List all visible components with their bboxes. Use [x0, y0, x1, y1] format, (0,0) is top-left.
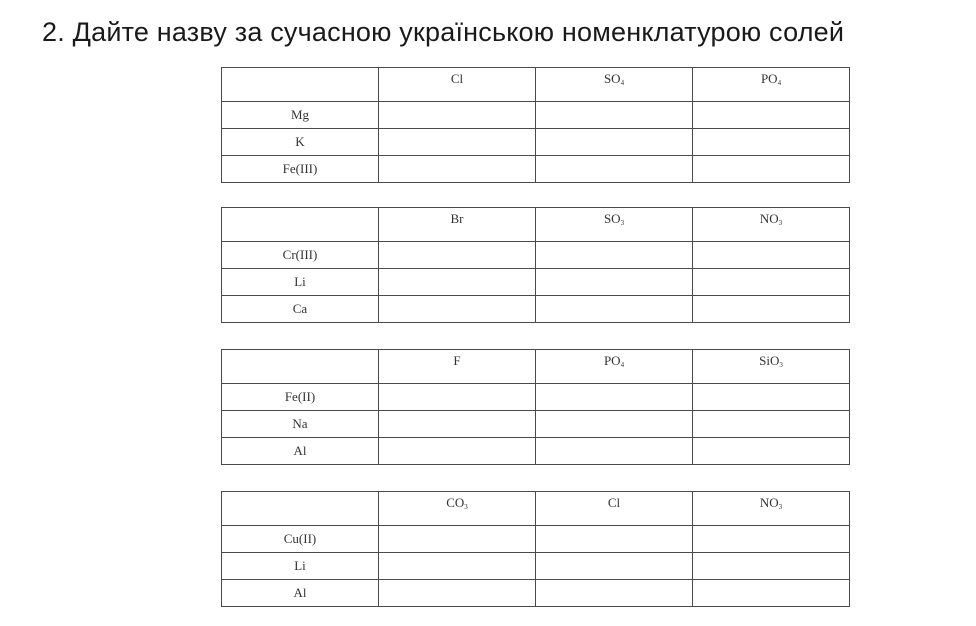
- cation-label: K: [222, 129, 379, 156]
- answer-cell[interactable]: [693, 296, 850, 323]
- cation-row: [222, 129, 850, 156]
- answer-cell[interactable]: [536, 269, 693, 296]
- answer-cell[interactable]: [536, 384, 693, 411]
- anion-header: $NO_3$: [693, 208, 850, 242]
- answer-cell[interactable]: [536, 129, 693, 156]
- answer-cell[interactable]: [693, 242, 850, 269]
- answer-cell[interactable]: [379, 296, 536, 323]
- answer-cell[interactable]: [379, 384, 536, 411]
- answer-cell[interactable]: [379, 269, 536, 296]
- cation-label: Li: [222, 269, 379, 296]
- anion-header: $PO_4$: [693, 68, 850, 102]
- anion-header: $SO_3$: [536, 208, 693, 242]
- answer-cell[interactable]: [379, 129, 536, 156]
- cation-row: [222, 269, 850, 296]
- cation-row: [222, 526, 850, 553]
- answer-cell[interactable]: [379, 102, 536, 129]
- answer-cell[interactable]: [693, 102, 850, 129]
- corner-cell: [222, 350, 379, 384]
- answer-cell[interactable]: [693, 384, 850, 411]
- cation-label: Mg: [222, 102, 379, 129]
- answer-cell[interactable]: [693, 411, 850, 438]
- answer-cell[interactable]: [536, 526, 693, 553]
- anion-header: $PO_4$: [536, 350, 693, 384]
- anion-header: $SO_4$: [536, 68, 693, 102]
- cation-row: [222, 438, 850, 465]
- cation-row: [222, 580, 850, 607]
- anion-header-row: [222, 208, 850, 242]
- answer-cell[interactable]: [536, 156, 693, 183]
- cation-label: Cu(II): [222, 526, 379, 553]
- cation-label: Fe(III): [222, 156, 379, 183]
- cation-row: [222, 242, 850, 269]
- cation-row: [222, 102, 850, 129]
- cation-label: Ca: [222, 296, 379, 323]
- answer-cell[interactable]: [693, 156, 850, 183]
- anion-header: Cl: [536, 492, 693, 526]
- answer-cell[interactable]: [379, 553, 536, 580]
- cation-label: Al: [222, 438, 379, 465]
- cation-label: Na: [222, 411, 379, 438]
- answer-cell[interactable]: [536, 411, 693, 438]
- answer-cell[interactable]: [379, 580, 536, 607]
- answer-cell[interactable]: [536, 553, 693, 580]
- cation-row: [222, 411, 850, 438]
- cation-label: Al: [222, 580, 379, 607]
- answer-cell[interactable]: [379, 526, 536, 553]
- answer-cell[interactable]: [693, 269, 850, 296]
- anion-header-row: [222, 492, 850, 526]
- cation-label: Cr(III): [222, 242, 379, 269]
- salt-table-4: [221, 491, 850, 607]
- answer-cell[interactable]: [693, 526, 850, 553]
- salt-table-2: [221, 207, 850, 323]
- answer-cell[interactable]: [379, 156, 536, 183]
- cation-label: Li: [222, 553, 379, 580]
- answer-cell[interactable]: [536, 580, 693, 607]
- answer-cell[interactable]: [693, 553, 850, 580]
- salt-table-1: [221, 67, 850, 183]
- anion-header: $CO_3$: [379, 492, 536, 526]
- answer-cell[interactable]: [693, 580, 850, 607]
- anion-header: Br: [379, 208, 536, 242]
- cation-row: [222, 156, 850, 183]
- anion-header: SiO$_3$: [693, 350, 850, 384]
- answer-cell[interactable]: [379, 411, 536, 438]
- salt-table-3: [221, 349, 850, 465]
- cation-row: [222, 384, 850, 411]
- answer-cell[interactable]: [693, 438, 850, 465]
- answer-cell[interactable]: [536, 242, 693, 269]
- anion-header: $NO_3$: [693, 492, 850, 526]
- answer-cell[interactable]: [693, 129, 850, 156]
- corner-cell: [222, 68, 379, 102]
- anion-header: Cl: [379, 68, 536, 102]
- answer-cell[interactable]: [536, 102, 693, 129]
- anion-header-row: [222, 350, 850, 384]
- answer-cell[interactable]: [536, 296, 693, 323]
- cation-label: Fe(II): [222, 384, 379, 411]
- anion-header: F: [379, 350, 536, 384]
- answer-cell[interactable]: [379, 242, 536, 269]
- cation-row: [222, 553, 850, 580]
- anion-header-row: [222, 68, 850, 102]
- answer-cell[interactable]: [536, 438, 693, 465]
- corner-cell: [222, 492, 379, 526]
- cation-row: [222, 296, 850, 323]
- exercise-heading: 2. Дайте назву за сучасною українською номенклатурою солей: [42, 17, 845, 47]
- answer-cell[interactable]: [379, 438, 536, 465]
- corner-cell: [222, 208, 379, 242]
